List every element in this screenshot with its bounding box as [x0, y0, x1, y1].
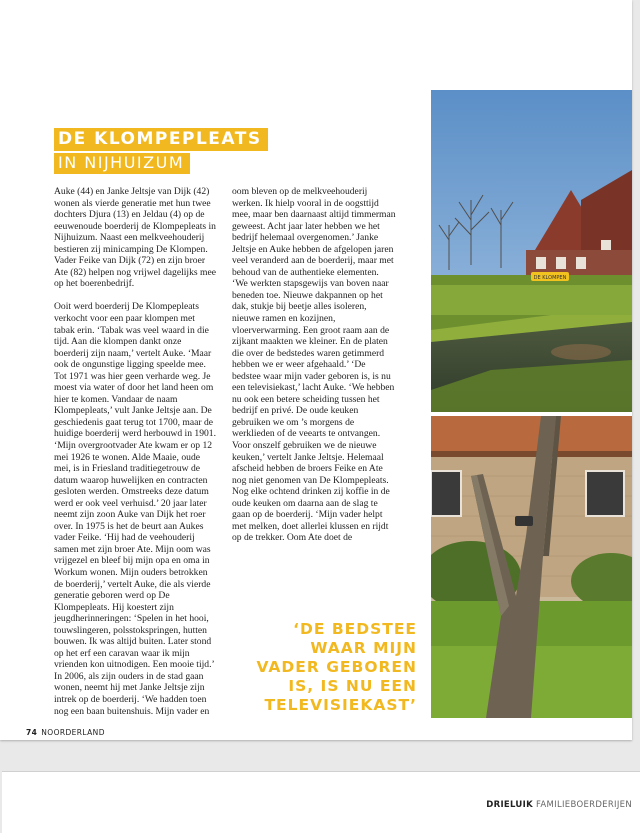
- pull-quote-line: TELEVISIEKAST’: [264, 696, 417, 714]
- body-paragraph: Ooit werd boerderij De Klompepleats verkocht voor een paar klompen met tabak erin. ‘Tabak was veel waard in die tijd. Aan die klompen dankt onze boerderij zijn naam,’ vertelt Auke. ‘Maar ook de ongunstige ligging speelde mee. Tot 1971 was hier geen verharde weg. Je moest via water of door het land heen om hier te komen. Vandaar de naam Klompepleats,’ vult Janke Jeltsje aan. De geschiedenis gaat terug tot 1700, maar de huidige boerderij werd herbouwd in 1901. ‘Mijn overgrootvader Ate kwam er op 12 mei 1926 te wonen. Alde Maaie, oude mei, is in Friesland traditiegetrouw de datum waarop huwelijken en contracten gesloten werden. Omstreeks deze datum werd er ook veel verhuisd.’ 20 jaar later neemt zijn zoon Auke van Dijk het roer over. In 1975 is het de beurt aan Aukes vader Feike. ‘Hij had de veehouderij samen met zijn broer Ate. Mijn oom was vrijgezel en bleef bij mijn opa en oma in Workum wonen. Mijn ouders betrokken de boerderij,’ vertelt Auke, die als vierde generatie geboren werd op De Klompepleats. Hij koestert zijn jeugdherinneringen: ‘Spelen in het hooi, touwslingeren, polsstokspringen, hutten bouwen. Ik was altijd buiten. Later stond op het erf een caravan waar ik mijn vrienden kon uitnodigen. Een mooie tijd.’ In 2006, als zijn ouders in de stad gaan wonen, neemt hij met Janke Jeltsje zijn intrek op de boerderij. ‘We hadden toen nog een baan buitenshuis. Mijn vader en: [54, 301, 216, 717]
- pull-quote-line: ‘DE BEDSTEE: [293, 620, 417, 638]
- tree-and-barn-photo: [431, 416, 632, 718]
- article-title: [54, 128, 268, 174]
- topic-label: FAMILIEBOERDERIJEN: [536, 800, 632, 810]
- pull-quote-line: IS, IS NU EEN: [288, 677, 417, 695]
- magazine-name: NOORDERLAND: [41, 728, 105, 737]
- page-number: 74: [26, 728, 38, 737]
- next-page-edge: [2, 771, 640, 833]
- article-title-line2: IN NIJHUIZUM: [54, 153, 190, 174]
- farm-sign-text: DE KLOMPEN: [533, 275, 567, 281]
- page-folio: [26, 728, 105, 737]
- section-label: DRIELUIK: [486, 800, 533, 810]
- article-title-line1: DE KLOMPEPLEATS: [54, 128, 268, 151]
- farmhouse-photo: [431, 90, 632, 412]
- intro-paragraph: Auke (44) en Janke Jeltsje van Dijk (42) wonen als vierde generatie met hun twee dochters Djura (13) en Jeldau (4) op de eeuwenoude boerderij de Klompepleats in Nijhuizum. Naast een melkveehouderij bestieren zij minicamping De Klompen. Vader Feike van Dijk (72) en zijn broer Ate (82) helpen nog vrijwel dagelijks mee op het boerenbedrijf.: [54, 186, 216, 290]
- body-paragraph: oom bleven op de melkveehouderij werken. Ik hielp vooral in de oogsttijd mee, maar ben daarnaast altijd timmerman geweest. Acht jaar later hebben we het bedrijf helemaal overgenomen.’ Janke Jeltsje en Auke hebben de afgelopen jaren veel veranderd aan de boerderij, maar met behoud van de authentieke elementen. ‘We werkten stapsgewijs van boven naar beneden toe. Nieuwe dakpannen op het dak, stukje bij beetje alles isoleren, nieuwe ramen en kozijnen, vloerverwarming. Een groot raam aan de zijkant maakten we kleiner. En de platen die over de bedstedes waren getimmerd hebben we er weer afgehaald.’ ‘De bedstee waar mijn vader geboren is, is nu een televisiekast,’ lacht Auke. ‘We hebben nu ook een betere scheiding tussen het bedrijf en privé. De oude keuken gebruiken we om ’s morgens de werklieden of de veearts te ontvangen. Voor onszelf gebruiken we de nieuwe keuken,’ vertelt Janke Jeltsje. Helemaal afscheid hebben de broers Feike en Ate nog niet genomen van De Klompepleats. Nog elke ochtend drinken zij koffie in de oude keuken om daarna aan de slag te gaan op de boerderij. ‘Mijn vader helpt met melken, doet allerlei klussen en rijdt op de trekker. Oom Ate doet de: [232, 186, 396, 544]
- pull-quote: [177, 620, 417, 715]
- pull-quote-line: WAAR MIJN: [310, 639, 417, 657]
- running-head: [486, 800, 632, 810]
- text-column-2: [232, 186, 396, 555]
- pull-quote-line: VADER GEBOREN: [256, 658, 417, 676]
